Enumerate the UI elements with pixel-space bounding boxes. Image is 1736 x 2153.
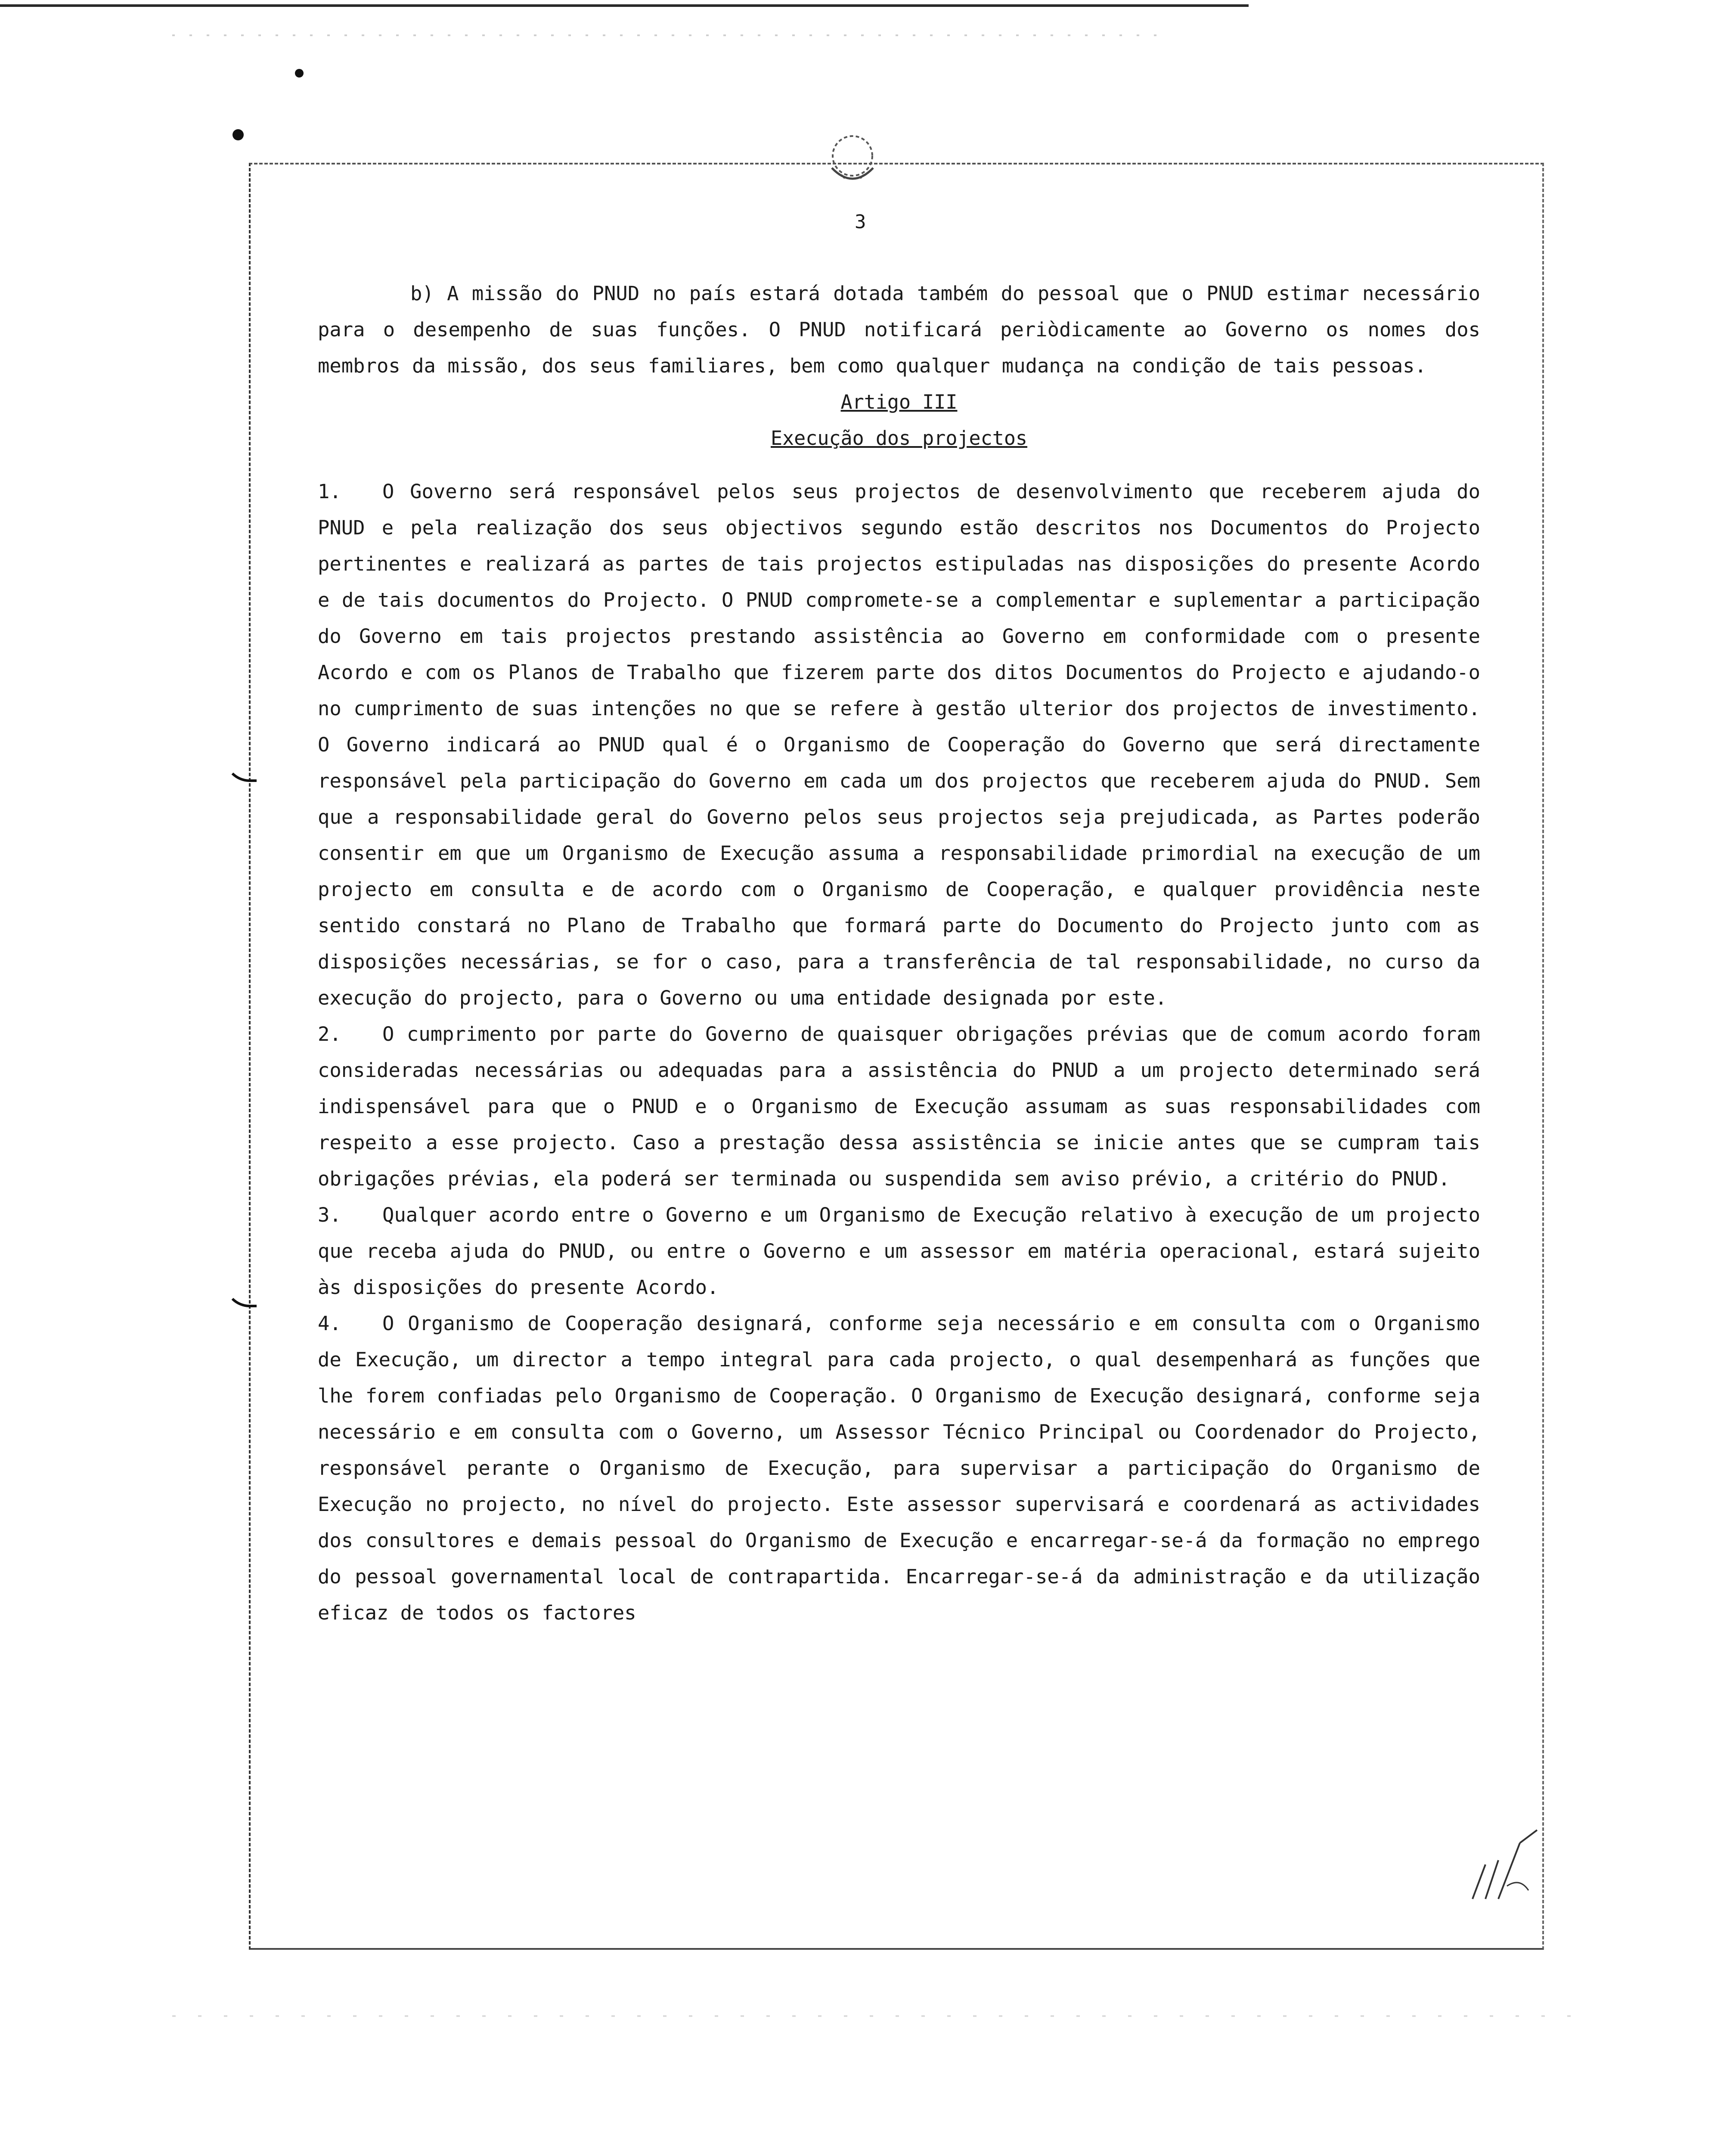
paragraph-number: 1. xyxy=(318,480,341,503)
scan-dot-2 xyxy=(232,129,244,140)
initials-signature xyxy=(1455,1826,1541,1903)
paragraph-number: 2. xyxy=(318,1023,341,1045)
paragraph-text: O cumprimento por parte do Governo de quaisquer obrigações prévias que de comum acordo foram consideradas necessárias ou adequadas para a assistência do PNUD a um projecto determinado será indispensável para que o PNUD e o Organismo de Execução assumam as suas responsabilidades com respeito a esse projecto. Caso a prestação dessa assistência se inicie antes que se cumpram tais obrigações prévias, ela poderá ser terminada ou suspendida sem aviso prévio, a critério do PNUD. xyxy=(318,1023,1480,1190)
margin-bracket-1 xyxy=(224,741,257,782)
page-number: 3 xyxy=(855,211,866,233)
un-emblem-icon xyxy=(822,129,883,189)
paragraph-2 xyxy=(318,1016,1480,1197)
article-subtitle: Execução dos projectos xyxy=(770,427,1028,450)
intro-paragraph: b) A missão do PNUD no país estará dotada também do pessoal que o PNUD estimar necessário para o desempenho de suas funções. O PNUD notificará periòdicamente ao Governo os nomes dos membros da missão, dos seus familiares, bem como qualquer mudança na condição de tais pessoas. xyxy=(318,282,1480,377)
paragraph-4 xyxy=(318,1306,1480,1631)
paragraph-text: O Organismo de Cooperação designará, conforme seja necessário e em consulta com o Organismo de Execução, um director a tempo integral para cada projecto, o qual desempenhará as funções que lhe forem confiadas pelo Organismo de Cooperação. O Organismo de Execução designará, conforme seja necessário e em consulta com o Governo, um Assessor Técnico Principal ou Coordenador do Projecto, responsável perante o Organismo de Execução, para supervisar a participação do Organismo de Execução no projecto, no nível do projecto. Este assessor supervisará e coordenará as actividades dos consultores e demais pessoal do Organismo de Execução e encarregar-se-á da formação no emprego do pessoal governamental local de contrapartida. Encarregar-se-á da administração e da utilização eficaz de todos os factores xyxy=(318,1312,1480,1624)
paragraph-number: 4. xyxy=(318,1312,341,1335)
scan-noise-bottom xyxy=(172,2015,1593,2017)
paragraph-3 xyxy=(318,1197,1480,1306)
paragraph-text: Qualquer acordo entre o Governo e um Organismo de Execução relativo à execução de um projecto que receba ajuda do PNUD, ou entre o Governo e um assessor em matéria operacional, estará sujeito às disposições do presente Acordo. xyxy=(318,1204,1480,1299)
document-body xyxy=(318,276,1480,1631)
scan-dot-1 xyxy=(295,69,304,78)
paragraph-1 xyxy=(318,474,1480,1016)
scan-noise-top xyxy=(172,34,1162,36)
margin-bracket-2 xyxy=(224,1266,257,1307)
article-title: Artigo III xyxy=(840,391,958,413)
top-scan-rule xyxy=(0,4,1249,7)
paragraph-text: O Governo será responsável pelos seus projectos de desenvolvimento que receberem ajuda do PNUD e pela realização dos seus objectivos segundo estão descritos nos Documentos do Projecto pertinentes e realizará as partes de tais projectos estipuladas nas disposições do presente Acordo e de tais documentos do Projecto. O PNUD compromete-se a complementar e suplementar a participação do Governo em tais projectos prestando assistência ao Governo em conformidade com o presente Acordo e com os Planos de Trabalho que fizerem parte dos ditos Documentos do Projecto e ajudando-o no cumprimento de suas intenções no que se refere à gestão ulterior dos projectos de investimento. O Governo indicará ao PNUD qual é o Organismo de Cooperação do Governo que será directamente responsável pela participação do Governo em cada um dos projectos que receberem ajuda do PNUD. Sem que a responsabilidade geral do Governo pelos seus projectos seja prejudicada, as Partes poderão consentir em que um Organismo de Execução assuma a responsabilidade primordial na execução de um projecto em consulta e de acordo com o Organismo de Cooperação, e qualquer providência neste sentido constará no Plano de Trabalho que formará parte do Documento do Projecto junto com as disposições necessárias, se for o caso, para a transferência de tal responsabilidade, no curso da execução do projecto, para o Governo ou uma entidade designada por este. xyxy=(318,480,1480,1009)
paragraph-number: 3. xyxy=(318,1204,341,1226)
